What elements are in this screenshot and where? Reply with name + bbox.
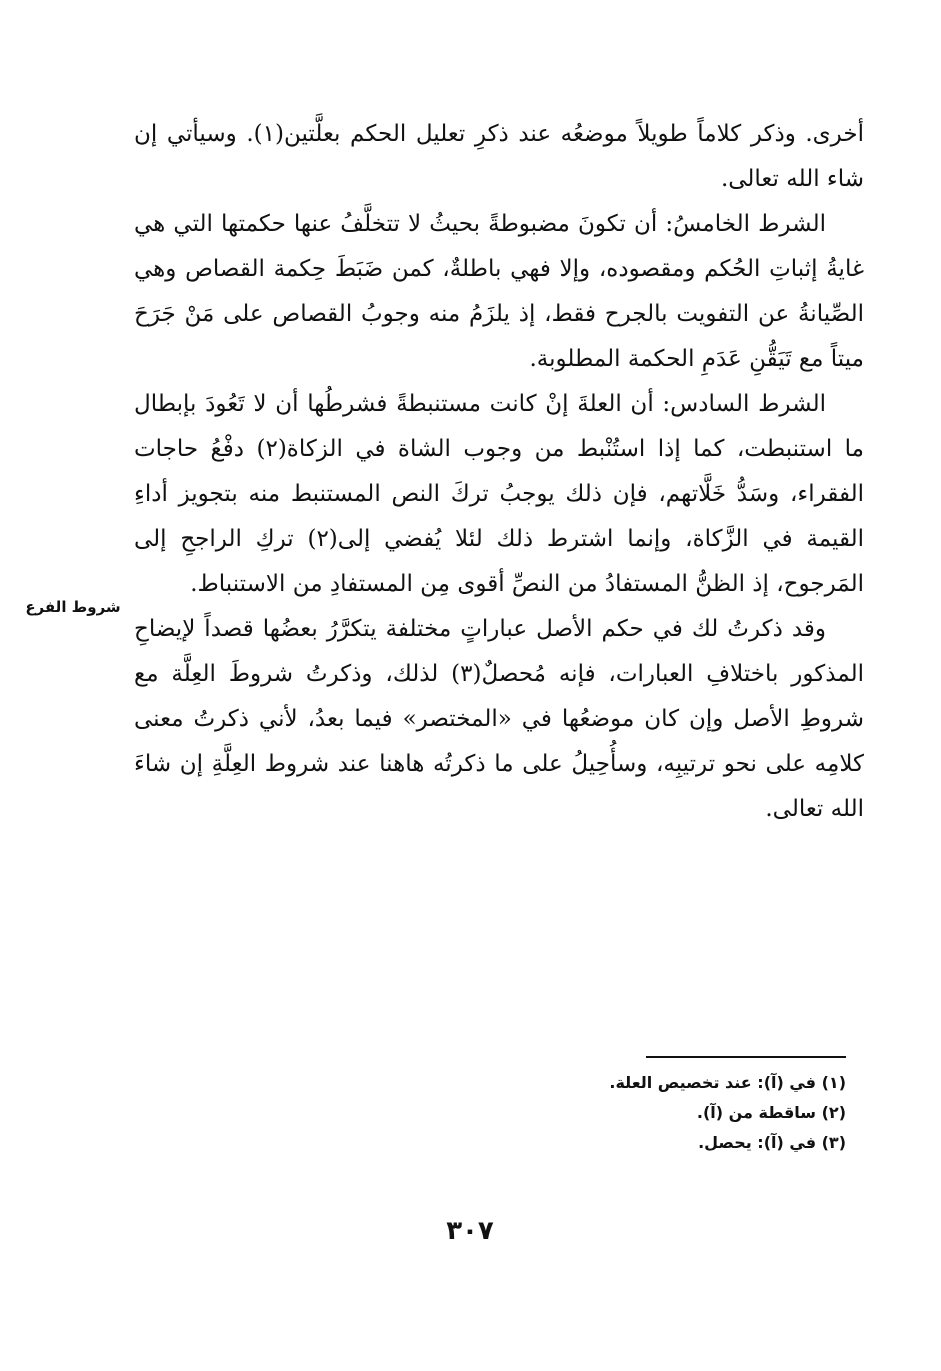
paragraph-sixth-condition: الشرط السادس: أن العلةَ إنْ كانت مستنبطةً فشرطُها أن لا تَعُودَ بإبطال ما استنبطت، كما إذا استُنْبط من وجوب الشاة في الزكاة(٢) دفْعُ حاجات الفقراء، وسَدُّ خَلَّاتهم، فإن ذلك يوجبُ تركَ النص المستنبط منه بتجويز أداءِ القيمة في الزَّكاة، وإنما اشترط ذلك لئلا يُفضي إلى(٢) تركِ الراجحِ إلى المَرجوح، إذ الظنُّ المستفادُ من النصِّ أقوى مِن المستفادِ من الاستنباط. xyxy=(134,391,864,597)
page-number: ٣٠٧ xyxy=(446,1216,494,1246)
paragraph-fifth-condition: الشرط الخامسُ: أن تكونَ مضبوطةً بحيثُ لا تتخلَّفُ عنها حكمتها التي هي غايةُ إثباتِ الحُكم ومقصوده، وإلا فهي باطلةٌ، كمن ضَبَطَ حِكمة القصاص وهي الصِّيانةُ عن التفويت بالجرح فقط، إذ يلزَمُ منه وجوبُ القصاص على مَنْ جَرَحَ ميتاً مع تَيَقُّنِ عَدَمِ الحكمة المطلوبة. xyxy=(134,211,864,372)
footnote-3: (٣) في (آ): يحصل. xyxy=(698,1133,846,1152)
footnote-divider xyxy=(646,1056,846,1058)
main-text xyxy=(134,112,864,832)
footnote-1: (١) في (آ): عند تخصيص العلة. xyxy=(609,1073,846,1092)
margin-heading: شروط الفرع xyxy=(25,598,121,616)
footnote-2: (٢) ساقطة من (آ). xyxy=(696,1103,846,1122)
paragraph-closing-note: وقد ذكرتُ لك في حكم الأصل عباراتٍ مختلفة يتكرَّرُ بعضُها قصداً لإيضاحِ المذكور باختلافِ العبارات، فإنه مُحصلٌ(٣) لذلك، وذكرتُ شروطَ العِلَّة مع شروطِ الأصل وإن كان موضعُها في «المختصر» فيما بعدُ، لأني ذكرتُ معنى كلامِه على نحو ترتيبِه، وسأُحِيلُ على ما ذكرتُه هاهنا عند شروط العِلَّةِ إن شاءَ الله تعالى. xyxy=(134,616,864,822)
paragraph-continuation: أخرى. وذكر كلاماً طويلاً موضعُه عند ذكرِ تعليل الحكم بعلَّتين(١). وسيأتي إن شاء الله تعالى. xyxy=(134,121,864,192)
footnotes xyxy=(480,1068,846,1158)
